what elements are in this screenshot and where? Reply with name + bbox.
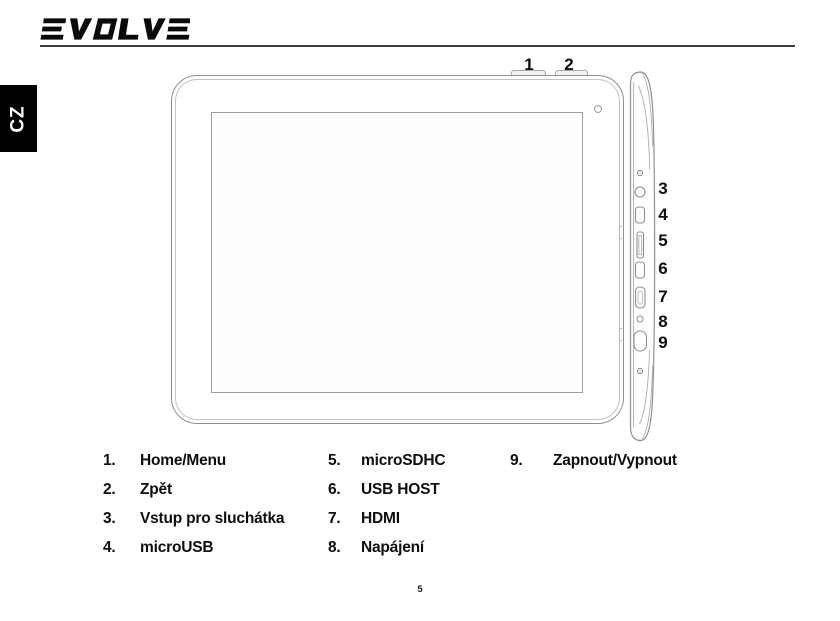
legend-label: Napájení	[361, 539, 425, 556]
tablet-screen	[211, 112, 583, 393]
front-camera-icon	[594, 105, 602, 113]
legend-label: Vstup pro sluchátka	[140, 510, 285, 527]
dc-power-port	[637, 316, 643, 322]
legend-item	[0, 539, 840, 557]
edge-button-mark	[619, 328, 622, 341]
legend-label: Zapnout/Vypnout	[553, 452, 677, 469]
usb-host-port	[636, 262, 645, 278]
legend-label: microUSB	[140, 539, 214, 556]
legend-label: microSDHC	[361, 452, 446, 469]
legend-item	[0, 510, 840, 528]
legend-label: USB HOST	[361, 481, 440, 498]
evolve-logo	[40, 14, 190, 44]
callout-9: 9	[658, 333, 668, 352]
legend-label: Zpět	[140, 481, 172, 498]
legend-number: 6.	[328, 481, 341, 498]
callout-1: 1	[524, 55, 534, 74]
legend-number: 2.	[103, 481, 116, 498]
legend-label: HDMI	[361, 510, 400, 527]
language-tab-label: CZ	[7, 104, 29, 133]
legend-number: 5.	[328, 452, 341, 469]
legend-number: 8.	[328, 539, 341, 556]
callout-3: 3	[658, 179, 668, 198]
page-number: 5	[417, 584, 423, 595]
legend-number: 7.	[328, 510, 341, 527]
legend-label: Home/Menu	[140, 452, 227, 469]
tablet-side-view	[626, 68, 672, 446]
header-rule	[40, 45, 795, 47]
language-tab-cz	[0, 85, 37, 152]
callout-4: 4	[658, 205, 668, 224]
callout-7: 7	[658, 287, 668, 306]
callout-5: 5	[658, 231, 668, 250]
callout-2: 2	[564, 55, 574, 74]
legend-item	[0, 452, 840, 470]
legend-number: 4.	[103, 539, 116, 556]
headphone-jack-port	[635, 187, 645, 197]
edge-slot-mark	[619, 226, 622, 239]
legend-item	[0, 481, 840, 499]
micro-usb-port	[636, 207, 645, 223]
callout-6: 6	[658, 259, 668, 278]
callout-8: 8	[658, 312, 668, 331]
power-button-shape	[634, 331, 647, 351]
legend-number: 3.	[103, 510, 116, 527]
legend-number: 9.	[510, 452, 523, 469]
legend-number: 1.	[103, 452, 116, 469]
